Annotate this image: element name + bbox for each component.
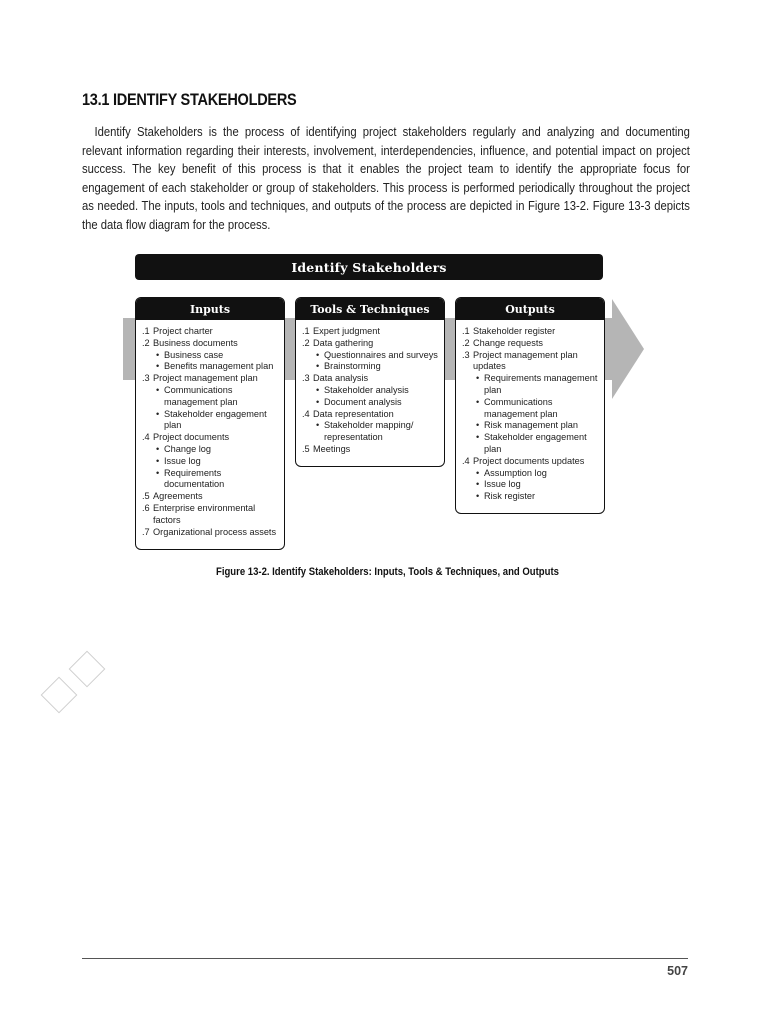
bullet-icon: • (156, 349, 160, 360)
sub-list-item (302, 350, 440, 362)
column-list (296, 320, 444, 461)
list-item (302, 409, 440, 421)
item-text: Data gathering (313, 337, 374, 348)
bullet-icon: • (316, 361, 320, 372)
item-number: .2 (302, 337, 310, 348)
sub-item-text: Communications management plan (484, 396, 558, 419)
sub-item-text: Stakeholder analysis (324, 384, 409, 395)
item-number: .5 (142, 491, 150, 502)
bullet-icon: • (476, 373, 480, 384)
flow-arrow-head (612, 299, 644, 399)
inputs-column (135, 297, 285, 550)
item-text: Expert judgment (313, 326, 380, 336)
figure-title-bar: Identify Stakeholders (135, 254, 603, 280)
footer-rule (82, 958, 688, 959)
sub-list-item (462, 420, 600, 432)
item-text: Project management plan updates (473, 349, 578, 372)
list-item (142, 503, 280, 527)
item-text: Project management plan (153, 373, 258, 384)
list-item (142, 373, 280, 385)
bullet-icon: • (476, 396, 480, 407)
sub-list-item (462, 468, 600, 480)
item-number: .1 (462, 326, 470, 336)
item-text: Stakeholder register (473, 326, 556, 336)
sub-item-text: Assumption log (484, 467, 547, 478)
item-number: .3 (302, 373, 310, 384)
list-item (142, 432, 280, 444)
sub-item-text: Stakeholder engagement plan (164, 408, 267, 431)
list-item (462, 350, 600, 374)
item-text: Data analysis (313, 373, 369, 384)
bullet-icon: • (156, 384, 160, 395)
item-number: .1 (302, 326, 310, 336)
item-text: Data representation (313, 408, 394, 419)
tools-techniques-column (295, 297, 445, 467)
list-item (462, 326, 600, 338)
bullet-icon: • (476, 467, 480, 478)
sub-item-text: Change log (164, 443, 211, 454)
bullet-icon: • (316, 384, 320, 395)
page-number: 507 (667, 964, 688, 978)
bullet-icon: • (476, 420, 480, 431)
item-text: Change requests (473, 337, 543, 348)
column-list (456, 320, 604, 508)
item-text: Enterprise environmental factors (153, 502, 256, 525)
item-text: Business documents (153, 337, 238, 348)
list-item (142, 491, 280, 503)
sub-item-text: Document analysis (324, 396, 402, 407)
list-item (302, 338, 440, 350)
sub-item-text: Stakeholder engagement plan (484, 432, 587, 454)
item-number: .4 (462, 455, 470, 466)
section-heading: 13.1 IDENTIFY STAKEHOLDERS (82, 91, 297, 109)
sub-item-text: Stakeholder mapping/ representation (324, 420, 414, 443)
diamond-outline-icon (69, 651, 106, 688)
bullet-icon: • (476, 479, 480, 490)
sub-list-item (462, 432, 600, 456)
sub-list-item (142, 409, 280, 433)
bullet-icon: • (156, 408, 160, 419)
item-number: .5 (302, 443, 310, 454)
item-number: .2 (142, 337, 150, 348)
bullet-icon: • (316, 420, 320, 431)
bullet-icon: • (476, 432, 480, 443)
sub-item-text: Questionnaires and surveys (324, 349, 438, 360)
sub-list-item (142, 444, 280, 456)
list-item (302, 444, 440, 456)
sub-list-item (142, 456, 280, 468)
item-number: .3 (142, 373, 150, 384)
list-item (142, 527, 280, 539)
sub-item-text: Communications management plan (164, 384, 238, 407)
sub-list-item (462, 479, 600, 491)
column-header: Tools & Techniques (296, 298, 444, 320)
item-text: Agreements (153, 491, 203, 502)
sub-list-item (302, 397, 440, 409)
item-text: Project documents updates (473, 455, 585, 466)
bullet-icon: • (156, 361, 160, 372)
sub-item-text: Issue log (164, 455, 201, 466)
list-item (142, 338, 280, 350)
sub-item-text: Brainstorming (324, 361, 381, 372)
diamond-outline-icon (41, 677, 78, 714)
list-item (302, 326, 440, 338)
list-item (302, 373, 440, 385)
bullet-icon: • (156, 443, 160, 454)
column-list (136, 320, 284, 543)
bullet-icon: • (316, 396, 320, 407)
item-number: .1 (142, 326, 150, 336)
sub-item-text: Risk register (484, 491, 536, 502)
sub-item-text: Requirements documentation (164, 467, 225, 490)
sub-item-text: Issue log (484, 479, 521, 490)
sub-list-item (462, 397, 600, 421)
sub-list-item (462, 491, 600, 503)
bullet-icon: • (316, 349, 320, 360)
outputs-column (455, 297, 605, 514)
item-number: .4 (302, 408, 310, 419)
item-text: Meetings (313, 443, 351, 454)
item-number: .6 (142, 502, 150, 513)
item-text: Project charter (153, 326, 213, 336)
sub-list-item (142, 350, 280, 362)
figure-caption: Figure 13-2. Identify Stakeholders: Inputs, Tools & Techniques, and Outputs (216, 566, 559, 578)
sub-item-text: Benefits management plan (164, 361, 274, 372)
sub-item-text: Business case (164, 349, 224, 360)
list-item (462, 456, 600, 468)
column-header: Outputs (456, 298, 604, 320)
sub-list-item (302, 385, 440, 397)
column-header: Inputs (136, 298, 284, 320)
section-paragraph: Identify Stakeholders is the process of identifying project stakeholders regularly and analyzing and documenting relevant information regarding their interests, involvement, interdependencies, influence, and potential impact on project success. The key benefit of this process is that it enables the project team to identify the appropriate focus for engagement of each stakeholder or group of stakeholders. This process is performed periodically throughout the project as needed. The inputs, tools and techniques, and outputs of the process are depicted in Figure 13-2. Figure 13-3 depicts the data flow diagram for the process. (82, 125, 690, 232)
item-text: Project documents (153, 432, 230, 443)
sub-list-item (302, 361, 440, 373)
sub-list-item (142, 385, 280, 409)
item-number: .2 (462, 337, 470, 348)
sub-list-item (302, 420, 440, 444)
bullet-icon: • (156, 455, 160, 466)
list-item (462, 338, 600, 350)
list-item (142, 326, 280, 338)
bullet-icon: • (476, 491, 480, 502)
sub-item-text: Requirements management plan (484, 373, 598, 395)
item-text: Organizational process assets (153, 526, 277, 537)
sub-item-text: Risk management plan (484, 420, 578, 431)
item-number: .3 (462, 349, 470, 360)
bullet-icon: • (156, 467, 160, 478)
item-number: .4 (142, 432, 150, 443)
item-number: .7 (142, 526, 150, 537)
sub-list-item (462, 373, 600, 397)
sub-list-item (142, 361, 280, 373)
sub-list-item (142, 468, 280, 492)
